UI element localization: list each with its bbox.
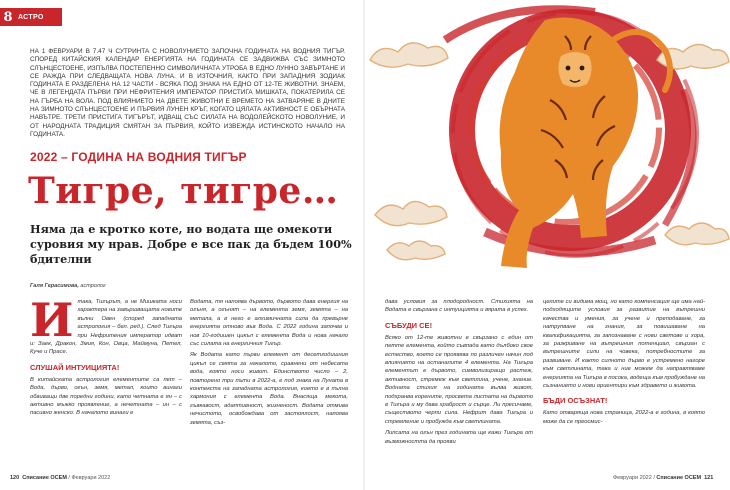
author-name: Галя Герасимова, [30,283,79,289]
issue-right: Февруари 2022 / [613,475,657,481]
col3-paragraph-3: Липсата на огън през годината ще кажи Тигъра от възможността да прояви [385,430,533,445]
section-label: АСТРО [16,8,62,26]
issue-left: / Февруари 2022 [66,475,111,481]
col1-paragraph-1: така, Тигърът, а не Мишката носи характера на завършващата новите вълни Овен (според западната астрология – бел. ред.). След Тигъра при Нефритения император идват и: Заек, Дракон, Змия, Кон, Овца, Маймуна, Петел, Куче и Прасе. [30,299,182,356]
tiger-illustration [365,0,730,300]
subhead-intuition: СЛУШАЙ ИНТУИЦИЯТА! [30,362,120,372]
byline [30,283,106,289]
author-role: астролог [78,283,106,289]
col3-paragraph-2: Всяко от 12-те животни е свързано с един от петте елемента, който съвпада като дълбоко свое естество, което се проявява по различен начин под влиянието на останалите 4 елемента. На Тигъра елементът е дървото, символизиращо растеж, активност, стремеж към светлина, учене, знание. Водната стихия на годината вълва живот, подхранва корените, просвета листата на дървото в Тигъра и му дава храброст и сърце. Ли пресичаме, съществото черпи сила. Нефрит дава Тигъра и стремление и пробужда към светлината. [385,334,533,425]
clouds-left [370,43,448,260]
page-title: Тигре, тигре… [28,170,339,212]
deck: Няма да е кротко коте, но водата ще омекоти суровия му нрав. Добре е все пак да бъдем 100% бдителни [30,222,352,266]
col4-paragraph-2: Като отваряща нова страница, 2022-а е година, в която може да се преосмис- [543,410,705,425]
article-column-1 [30,293,182,421]
drop-cap: И [30,293,74,347]
page-number-left: 120 [10,475,20,481]
section-number: 8 [0,8,16,26]
right-page [365,0,730,490]
folio-left [10,475,110,481]
article-column-3 [385,298,533,449]
col1-paragraph-2: В китайската астрология елементите са пет – Вода, дърво, огън, земя, метал, които винаги обвиващи две поредни години, като четната е ян – с активно мъжко проявление, а нечетната – ин – с пасивно женско. В началото винаги е [30,376,182,417]
col2-paragraph-1: Водата, тя напоява дървото, дървото дава енергия на огъня, а огънят – на елемента земя, земята – на метала, а в него е алхимичната сила да превърне енергията отново във Вода. С 2022 година започва и нов 10-годишен цикъл с елемента Вода и нова начало със силата на енергичния Тигър. [190,299,348,348]
subhead-wake-up: СЪБУДИ СЕ! [385,320,433,330]
intro-paragraph: НА 1 ФЕВРУАРИ В 7.47 Ч СУТРИНТА С НОВОЛУНИЕТО ЗАПОЧНА ГОДИНАТА НА ВОДНИЯ ТИГЪР. СПОРЕД КИТАЙСКИЯ КАЛЕНДАР ЕНЕРГИЯТА НА ГОДИНАТА СЕ ЗАДВИЖВА СЪС ЗИМНОТО СЛЪНЦЕСТОЕНЕ, ИЗПЪЛВА ПОСТЕПЕННО СИМВОЛИЧНАТА УТРОБА В ЕДНО ЛУННО ЗАВЪРТАНЕ И СЕ РАЖДА ПРИ СЛЕДВАЩАТА НОВА ЛУНА. И В ИЗТОЧНИЯ, КАКТО ПРИ ЗАПАДНИЯ ЗОДИАК ГОДИНАТА Е РАЗДЕЛЕНА НА 12 ЧАСТИ - ВСЯКА ПОД ЗНАКА НА ЕДНО ОТ 12-ТЕ ЖИВОТНИ. ЗНАЕМ, ЧЕ В ЛЕГЕНДАТА ПЪРВИ ПРИ НЕФРИТЕНИЯ ИМПЕРАТОР ПРИСТИГА МИШКАТА, ПОКАТЕРИЛA СЕ НА ГЪРБА НА ВОЛА. ПОД ВЛИЯНИЕТО НА ДВЕТЕ ЖИВОТНИ Е ВРЕМЕТО НА ЗАТВАРЯНЕ В ДНИТЕ НА ЗИМНОТО СЛЪНЦЕСТОЕНЕ И ПЪРВИЯ ЛУНЕН КРЪГ, КОГАТО ЦЯЛАТА АКТИВНОСТ Е ОБЪРНАТА НАВЪТРЕ. ТРЕТИ ПРИСТИГА ТИГЪРЪТ, ИДВАЩ СЪС СИЛАТА НА ВОДОЛЕЙСКОТО НОВОЛУНИЕ, И ОТ НАРОДНАТА ТРАДИЦИЯ СМЯТАН ЗА ПЪРВИЯ, КОЙТО ИЗВЕЖДА ИСТИНСКОТО НАЧАЛО НА ГОДИНАТА. [30,48,345,138]
col2-paragraph-2: Як Водата като първи елемент от десетгодишния цикъл се смята за началото, сравнени от небесата вода, която носи живот. Единството число – 2, повторено три пъти в 2022-а, е под знака на Луната в контекста на западната астрология, което е в пълна хармония с елемента Вода. Внасяща мекота, гъвкавост, адаптивност, жизненост. Водата отмива нечистото, освобождава от застоялост, напоява земята, съз- [190,352,348,426]
article-column-4 [543,298,705,429]
magazine-name-left: Списание ОСЕМ [22,475,67,481]
col4-paragraph-1: целите си видима мощ, но като компенсация ще има най-подходящите условия за развитие на вътрешни качества и умения, за учене и преподаване, за натрупване на знания, за повишаване на квалификацията, за запознаване с нови светове и хора, за разкриване на вътрешния потенциал, свързан с вътрешните сили на човека, потребностите за развиване. И както силното дърво е устремено нагоре към светлината, така и ние можем да направляваме енергията на Тигъра в посока, водеща към пробуждане на съзнанието и нови ориентири към здравето и живота. [543,299,706,390]
kicker: 2022 – ГОДИНА НА ВОДНИЯ ТИГЪР [30,150,247,164]
article-column-2 [190,298,348,430]
folio-right [613,475,713,481]
page-number-right: 121 [704,475,714,481]
subhead-be-aware: БЪДИ ОСЪЗНАТ! [543,396,608,406]
section-tag [0,8,62,26]
magazine-name-right: Списание ОСЕМ [656,475,702,481]
col3-paragraph-1: дава условия за плодородност. Стихията на Водата е свързана с интуицията и вярата в успех. [385,299,533,314]
